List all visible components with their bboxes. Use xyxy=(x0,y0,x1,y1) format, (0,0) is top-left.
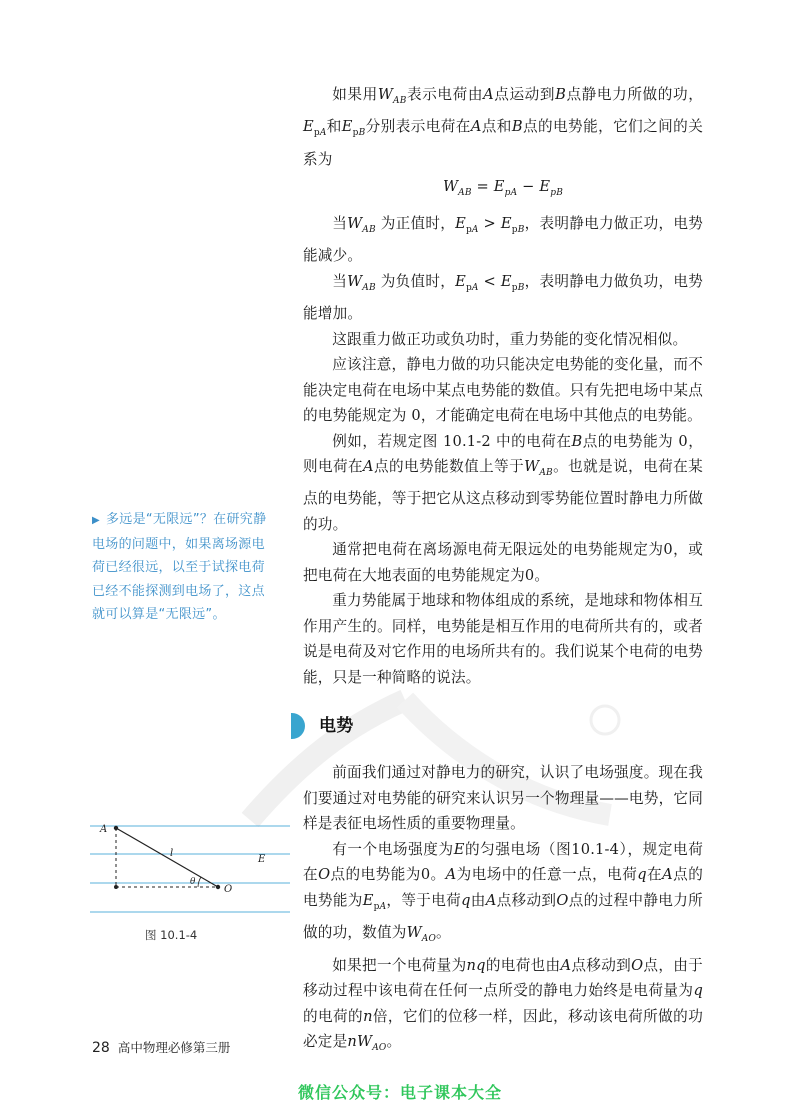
label-e: E xyxy=(258,854,266,865)
paragraph-1: 如果用$W_{AB}$表示电荷由A点运动到B点静电力所做的功，$E_{pA}$和$E_{pB}$分别表示电荷在A点和B点的电势能，它们之间的关系为 xyxy=(303,86,703,168)
paragraph-4: 这跟重力做正功或负功时，重力势能的变化情况相似。 xyxy=(332,330,688,348)
paragraph-2: 当$W_{AB}$ 为正值时，$E_{pA} > E_{pB}$，表明静电力做正功，电势能减少。 xyxy=(303,214,704,265)
paragraph-6: 例如，若规定图 10.1-2 中的电荷在B点的电势能为 0，则电荷在A点的电势能数值上等于$W_{AB}$。也就是说，电荷在某点的电势能，等于把它从这点移动到零势能位置时静电力所做的功。 xyxy=(303,432,703,533)
label-a: A xyxy=(100,824,108,835)
paragraph-9: 前面我们通过对静电力的研究，认识了电场强度。现在我们要通过对电势能的研究来认识另一个物理量——电势，它同样是表征电场性质的重要物理量。 xyxy=(303,764,703,833)
segment-l xyxy=(116,828,218,887)
page-footer xyxy=(92,1038,230,1056)
label-theta: θ xyxy=(190,877,196,887)
paragraph-10: 有一个电场强度为E的匀强电场（图10.1-4），规定电荷在O点的电势能为0。A为电场中的任意一点，电荷q在A点的电势能为$E_{pA}$，等于电荷q由A点移动到O点的过程中静电力所做的功，数值为$W_{AO}$。 xyxy=(303,840,704,945)
section-title: 电势 xyxy=(319,715,354,736)
figure-uniform-field xyxy=(90,812,290,922)
book-title: 高中物理必修第三册 xyxy=(117,1040,231,1055)
paragraph-11: 如果把一个电荷量为nq的电荷也由A点移动到O点，由于移动过程中该电荷在任何一点所受的静电力始终是电荷量为q的电荷的n倍，它们的位移一样，因此，移动该电荷所做的功必定是$nW_{AO}$。 xyxy=(303,956,703,1054)
angle-arc xyxy=(198,877,201,887)
paragraph-7: 通常把电荷在离场源电荷无限远处的电势能规定为0，或把电荷在大地表面的电势能规定为0。 xyxy=(303,541,703,584)
paragraph-3: 当$W_{AB}$ 为负值时，$E_{pA} < E_{pB}$，表明静电力做负功，电势能增加。 xyxy=(303,272,704,323)
section-marker-icon xyxy=(291,713,305,739)
label-l: l xyxy=(170,848,174,859)
section-heading xyxy=(291,712,703,740)
equation-work-energy: $W_{AB} = E_{pA} - E_{pB}$ xyxy=(442,178,564,199)
margin-note-text: 多远是“无限远”？在研究静电场的问题中，如果离场源电荷已经很远，以至于试探电荷已经不能探测到电场了，这点就可以算是“无限远”。 xyxy=(92,512,267,623)
point-o xyxy=(216,885,220,889)
point-a xyxy=(114,826,118,830)
triangle-right-icon: ▶ xyxy=(92,515,100,526)
figure-caption: 图 10.1-4 xyxy=(145,928,198,942)
page-number: 28 xyxy=(92,1040,110,1056)
label-o: O xyxy=(224,884,233,895)
margin-note xyxy=(92,508,268,627)
paragraph-8: 重力势能属于地球和物体组成的系统，是地球和物体相互作用产生的。同样，电势能是相互作用的电荷所共有的，或者说是电荷及对它作用的电场所共有的。我们说某个电荷的电势能，只是一种简略的说法。 xyxy=(303,592,703,686)
main-text-column xyxy=(303,82,703,1062)
foot-point xyxy=(114,885,118,889)
credit-banner: 微信公众号：电子课本大全 xyxy=(297,1083,502,1102)
paragraph-5: 应该注意，静电力做的功只能决定电势能的变化量，而不能决定电荷在电场中某点电势能的数值。只有先把电场中某点的电势能规定为 0，才能确定电荷在电场中其他点的电势能。 xyxy=(303,356,703,425)
